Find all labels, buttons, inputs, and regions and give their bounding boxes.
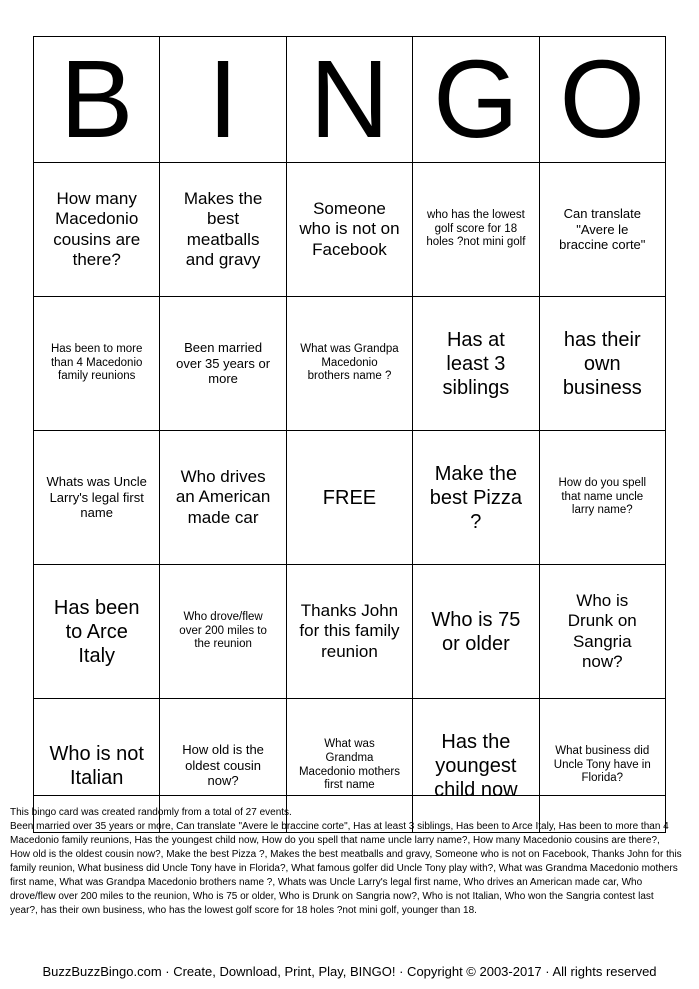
bingo-cell[interactable]: Who is 75 or older [413,565,539,699]
header-letter-n: N [286,37,412,163]
card-info [10,806,682,918]
bingo-cell[interactable]: Been married over 35 years or more [160,297,286,431]
bingo-cell[interactable]: Has been to more than 4 Macedonio family reunions [34,297,160,431]
header-letter-g: G [413,37,539,163]
bingo-cell[interactable]: Who is Drunk on Sangria now? [539,565,665,699]
bingo-cell[interactable]: How do you spell that name uncle larry name? [539,431,665,565]
bingo-cell[interactable]: Who is not Italian [34,699,160,833]
bingo-cell[interactable]: What business did Uncle Tony have in Florida? [539,699,665,833]
bingo-cell[interactable]: Has at least 3 siblings [413,297,539,431]
bingo-cell[interactable]: How many Macedonio cousins are there? [34,163,160,297]
header-letter-i: I [160,37,286,163]
bingo-cell[interactable]: What was Grandpa Macedonio brothers name ? [286,297,412,431]
bingo-grid [33,36,666,833]
card-info-intro: This bingo card was created randomly from a total of 27 events. [10,807,292,818]
bingo-cell[interactable]: has their own business [539,297,665,431]
bingo-row [34,431,666,565]
free-space[interactable]: FREE [286,431,412,565]
bingo-cell[interactable]: What was Grandma Macedonio mothers first name [286,699,412,833]
card-info-events: Been married over 35 years or more, Can translate "Avere le braccine corte", Has at least 3 siblings, Has been to Arce Italy, Has been to more than 4 Macedonio family reunions, Has the youngest child now, How do you spell that name uncle larry name?, How many Macedonio cousins are there?, How old is the oldest cousin now?, Make the best Pizza ?, Makes the best meatballs and gravy, Someone who is not on Facebook, Thanks John for this family reunion, What business did Uncle Tony have in Florida?, What famous golfer did Uncle Tony play with?, What was Grandma Macedonio mothers first name, What was Grandpa Macedonio brothers name ?, Whats was Uncle Larry's legal first name, Who drives an American made car, Who drove/flew over 200 miles to the reunion, Who is 75 or older, Who is Drunk on Sangria now?, Who is not Italian, Who won the Sangria contest last year?, has their own business, who has the lowest golf score for 18 holes ?not mini golf, younger than 18. [10,821,682,916]
bingo-row [34,163,666,297]
site-footer: BuzzBuzzBingo.com · Create, Download, Print, Play, BINGO! · Copyright © 2003-2017 · All rights reserved [42,964,657,979]
bingo-row [34,565,666,699]
bingo-cell[interactable]: Has the youngest child now [413,699,539,833]
bingo-cell[interactable]: Thanks John for this family reunion [286,565,412,699]
bingo-cell[interactable]: Makes the best meatballs and gravy [160,163,286,297]
bingo-cell[interactable]: Who drove/flew over 200 miles to the reunion [160,565,286,699]
bingo-cell[interactable]: Who drives an American made car [160,431,286,565]
bingo-header-row [34,37,666,163]
header-letter-b: B [34,37,160,163]
bingo-cell[interactable]: Has been to Arce Italy [34,565,160,699]
bingo-cell[interactable]: How old is the oldest cousin now? [160,699,286,833]
bingo-cell[interactable]: Whats was Uncle Larry's legal first name [34,431,160,565]
bingo-card [33,36,666,801]
bingo-cell[interactable]: Make the best Pizza ? [413,431,539,565]
header-letter-o: O [539,37,665,163]
bingo-row [34,297,666,431]
bingo-cell[interactable]: who has the lowest golf score for 18 holes ?not mini golf [413,163,539,297]
bingo-cell[interactable]: Can translate "Avere le braccine corte" [539,163,665,297]
bingo-cell[interactable]: Someone who is not on Facebook [286,163,412,297]
